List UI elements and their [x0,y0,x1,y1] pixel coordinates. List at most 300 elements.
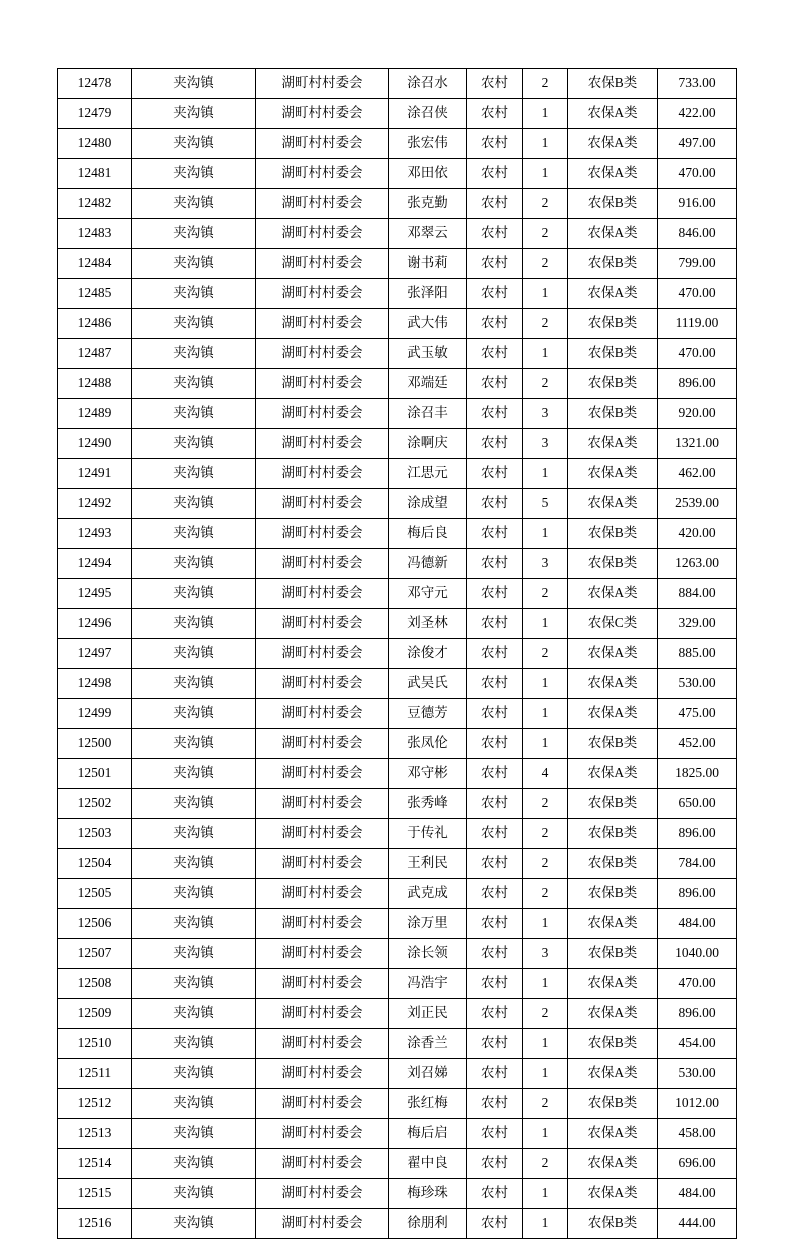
cell-village: 湖町村村委会 [256,249,389,279]
cell-village: 湖町村村委会 [256,879,389,909]
cell-name: 江思元 [389,459,467,489]
cell-category: 农保B类 [568,939,658,969]
cell-amount: 896.00 [658,369,737,399]
cell-id: 12510 [58,1029,132,1059]
cell-count: 1 [523,99,568,129]
cell-household_type: 农村 [467,309,523,339]
cell-household_type: 农村 [467,1089,523,1119]
cell-category: 农保B类 [568,1209,658,1239]
cell-town: 夹沟镇 [132,609,256,639]
cell-amount: 920.00 [658,399,737,429]
cell-count: 2 [523,1149,568,1179]
cell-amount: 896.00 [658,999,737,1029]
cell-name: 豆德芳 [389,699,467,729]
cell-category: 农保A类 [568,159,658,189]
cell-name: 涂召水 [389,69,467,99]
cell-amount: 896.00 [658,879,737,909]
cell-category: 农保A类 [568,999,658,1029]
cell-household_type: 农村 [467,279,523,309]
cell-amount: 484.00 [658,909,737,939]
cell-name: 涂长领 [389,939,467,969]
cell-village: 湖町村村委会 [256,969,389,999]
cell-amount: 1825.00 [658,759,737,789]
cell-count: 1 [523,1119,568,1149]
cell-id: 12505 [58,879,132,909]
cell-count: 2 [523,849,568,879]
cell-town: 夹沟镇 [132,369,256,399]
cell-household_type: 农村 [467,1179,523,1209]
table-row [58,489,737,519]
table-row [58,309,737,339]
cell-category: 农保B类 [568,369,658,399]
cell-name: 张泽阳 [389,279,467,309]
cell-name: 刘召娣 [389,1059,467,1089]
cell-name: 徐朋利 [389,1209,467,1239]
cell-name: 王利民 [389,849,467,879]
cell-village: 湖町村村委会 [256,129,389,159]
cell-household_type: 农村 [467,129,523,159]
table-row [58,69,737,99]
cell-village: 湖町村村委会 [256,1029,389,1059]
cell-id: 12508 [58,969,132,999]
cell-village: 湖町村村委会 [256,459,389,489]
cell-count: 4 [523,759,568,789]
cell-village: 湖町村村委会 [256,699,389,729]
cell-household_type: 农村 [467,939,523,969]
cell-category: 农保A类 [568,489,658,519]
cell-id: 12481 [58,159,132,189]
cell-household_type: 农村 [467,369,523,399]
cell-id: 12485 [58,279,132,309]
cell-amount: 458.00 [658,1119,737,1149]
cell-category: 农保B类 [568,519,658,549]
table-row [58,1089,737,1119]
cell-town: 夹沟镇 [132,819,256,849]
cell-village: 湖町村村委会 [256,1119,389,1149]
cell-count: 2 [523,639,568,669]
cell-category: 农保A类 [568,699,658,729]
cell-count: 5 [523,489,568,519]
cell-town: 夹沟镇 [132,519,256,549]
cell-id: 12482 [58,189,132,219]
cell-count: 1 [523,669,568,699]
cell-count: 1 [523,699,568,729]
cell-household_type: 农村 [467,789,523,819]
cell-village: 湖町村村委会 [256,669,389,699]
cell-count: 2 [523,219,568,249]
cell-amount: 884.00 [658,579,737,609]
cell-household_type: 农村 [467,489,523,519]
cell-household_type: 农村 [467,699,523,729]
cell-id: 12507 [58,939,132,969]
table-row [58,1149,737,1179]
cell-household_type: 农村 [467,999,523,1029]
cell-town: 夹沟镇 [132,309,256,339]
cell-village: 湖町村村委会 [256,489,389,519]
cell-amount: 422.00 [658,99,737,129]
cell-category: 农保A类 [568,969,658,999]
cell-town: 夹沟镇 [132,699,256,729]
cell-household_type: 农村 [467,669,523,699]
cell-village: 湖町村村委会 [256,579,389,609]
cell-amount: 462.00 [658,459,737,489]
cell-town: 夹沟镇 [132,249,256,279]
cell-household_type: 农村 [467,909,523,939]
table-row [58,519,737,549]
cell-count: 1 [523,609,568,639]
cell-id: 12512 [58,1089,132,1119]
cell-count: 1 [523,909,568,939]
table-row [58,729,737,759]
table-row [58,639,737,669]
cell-town: 夹沟镇 [132,759,256,789]
cell-id: 12494 [58,549,132,579]
cell-name: 邓端廷 [389,369,467,399]
cell-amount: 470.00 [658,339,737,369]
cell-name: 张宏伟 [389,129,467,159]
cell-household_type: 农村 [467,549,523,579]
cell-category: 农保C类 [568,609,658,639]
cell-town: 夹沟镇 [132,129,256,159]
cell-name: 梅后良 [389,519,467,549]
cell-name: 武大伟 [389,309,467,339]
cell-village: 湖町村村委会 [256,99,389,129]
cell-name: 刘正民 [389,999,467,1029]
cell-id: 12492 [58,489,132,519]
cell-village: 湖町村村委会 [256,639,389,669]
cell-town: 夹沟镇 [132,1209,256,1239]
cell-town: 夹沟镇 [132,789,256,819]
cell-village: 湖町村村委会 [256,759,389,789]
cell-amount: 484.00 [658,1179,737,1209]
cell-amount: 452.00 [658,729,737,759]
cell-village: 湖町村村委会 [256,1059,389,1089]
cell-town: 夹沟镇 [132,1089,256,1119]
cell-id: 12514 [58,1149,132,1179]
cell-village: 湖町村村委会 [256,609,389,639]
cell-name: 武克成 [389,879,467,909]
cell-village: 湖町村村委会 [256,1149,389,1179]
cell-household_type: 农村 [467,759,523,789]
table-row [58,339,737,369]
cell-town: 夹沟镇 [132,969,256,999]
cell-household_type: 农村 [467,429,523,459]
cell-category: 农保A类 [568,1149,658,1179]
cell-village: 湖町村村委会 [256,819,389,849]
cell-household_type: 农村 [467,99,523,129]
table-row [58,369,737,399]
cell-amount: 444.00 [658,1209,737,1239]
cell-household_type: 农村 [467,1209,523,1239]
cell-household_type: 农村 [467,849,523,879]
table-row [58,849,737,879]
cell-id: 12504 [58,849,132,879]
cell-household_type: 农村 [467,249,523,279]
cell-count: 2 [523,1089,568,1119]
cell-town: 夹沟镇 [132,459,256,489]
cell-category: 农保B类 [568,849,658,879]
cell-household_type: 农村 [467,519,523,549]
cell-category: 农保B类 [568,1029,658,1059]
cell-id: 12511 [58,1059,132,1089]
cell-village: 湖町村村委会 [256,939,389,969]
table-row [58,99,737,129]
cell-category: 农保A类 [568,459,658,489]
cell-id: 12513 [58,1119,132,1149]
cell-town: 夹沟镇 [132,429,256,459]
cell-id: 12493 [58,519,132,549]
cell-category: 农保B类 [568,399,658,429]
cell-id: 12480 [58,129,132,159]
cell-category: 农保B类 [568,729,658,759]
cell-village: 湖町村村委会 [256,69,389,99]
cell-category: 农保A类 [568,129,658,159]
table-row [58,429,737,459]
cell-household_type: 农村 [467,639,523,669]
table-row [58,969,737,999]
cell-amount: 475.00 [658,699,737,729]
cell-name: 涂啊庆 [389,429,467,459]
cell-count: 1 [523,729,568,759]
cell-count: 1 [523,159,568,189]
cell-amount: 470.00 [658,969,737,999]
cell-village: 湖町村村委会 [256,369,389,399]
cell-amount: 896.00 [658,819,737,849]
cell-village: 湖町村村委会 [256,189,389,219]
cell-id: 12499 [58,699,132,729]
cell-name: 涂成望 [389,489,467,519]
cell-amount: 784.00 [658,849,737,879]
cell-count: 1 [523,519,568,549]
cell-id: 12515 [58,1179,132,1209]
table-row [58,789,737,819]
cell-id: 12509 [58,999,132,1029]
table-row [58,1179,737,1209]
cell-household_type: 农村 [467,219,523,249]
cell-category: 农保A类 [568,1059,658,1089]
cell-village: 湖町村村委会 [256,909,389,939]
cell-name: 张克勤 [389,189,467,219]
cell-amount: 650.00 [658,789,737,819]
cell-count: 1 [523,1029,568,1059]
cell-category: 农保B类 [568,789,658,819]
cell-count: 1 [523,459,568,489]
cell-town: 夹沟镇 [132,99,256,129]
cell-household_type: 农村 [467,1059,523,1089]
cell-id: 12478 [58,69,132,99]
cell-household_type: 农村 [467,399,523,429]
cell-name: 翟中良 [389,1149,467,1179]
cell-id: 12491 [58,459,132,489]
cell-count: 2 [523,309,568,339]
cell-id: 12502 [58,789,132,819]
cell-household_type: 农村 [467,579,523,609]
cell-count: 2 [523,579,568,609]
cell-town: 夹沟镇 [132,669,256,699]
cell-id: 12484 [58,249,132,279]
cell-amount: 470.00 [658,279,737,309]
cell-id: 12489 [58,399,132,429]
cell-id: 12483 [58,219,132,249]
cell-category: 农保A类 [568,1179,658,1209]
cell-id: 12479 [58,99,132,129]
cell-amount: 1263.00 [658,549,737,579]
cell-category: 农保B类 [568,1089,658,1119]
cell-count: 3 [523,939,568,969]
cell-village: 湖町村村委会 [256,219,389,249]
cell-count: 2 [523,69,568,99]
cell-count: 1 [523,969,568,999]
table-row [58,1209,737,1239]
cell-amount: 885.00 [658,639,737,669]
cell-name: 梅珍珠 [389,1179,467,1209]
cell-village: 湖町村村委会 [256,279,389,309]
cell-category: 农保B类 [568,819,658,849]
cell-town: 夹沟镇 [132,1149,256,1179]
cell-town: 夹沟镇 [132,279,256,309]
cell-category: 农保A类 [568,669,658,699]
cell-category: 农保A类 [568,429,658,459]
cell-name: 邓翠云 [389,219,467,249]
cell-town: 夹沟镇 [132,939,256,969]
cell-id: 12487 [58,339,132,369]
cell-amount: 454.00 [658,1029,737,1059]
table-row [58,189,737,219]
cell-household_type: 农村 [467,159,523,189]
cell-count: 2 [523,189,568,219]
cell-household_type: 农村 [467,879,523,909]
cell-count: 2 [523,369,568,399]
cell-village: 湖町村村委会 [256,729,389,759]
cell-name: 刘圣林 [389,609,467,639]
cell-count: 1 [523,129,568,159]
table-row [58,879,737,909]
cell-town: 夹沟镇 [132,879,256,909]
cell-category: 农保A类 [568,759,658,789]
cell-amount: 420.00 [658,519,737,549]
cell-village: 湖町村村委会 [256,1179,389,1209]
cell-count: 2 [523,999,568,1029]
cell-id: 12496 [58,609,132,639]
cell-amount: 1321.00 [658,429,737,459]
cell-town: 夹沟镇 [132,1059,256,1089]
cell-village: 湖町村村委会 [256,429,389,459]
cell-village: 湖町村村委会 [256,339,389,369]
cell-household_type: 农村 [467,969,523,999]
cell-household_type: 农村 [467,189,523,219]
cell-amount: 846.00 [658,219,737,249]
cell-name: 冯浩宇 [389,969,467,999]
cell-id: 12501 [58,759,132,789]
cell-category: 农保B类 [568,249,658,279]
cell-category: 农保A类 [568,99,658,129]
cell-amount: 1119.00 [658,309,737,339]
cell-category: 农保A类 [568,909,658,939]
cell-name: 张红梅 [389,1089,467,1119]
cell-amount: 696.00 [658,1149,737,1179]
table-row [58,669,737,699]
cell-category: 农保A类 [568,579,658,609]
cell-town: 夹沟镇 [132,999,256,1029]
cell-id: 12516 [58,1209,132,1239]
cell-name: 武吴氏 [389,669,467,699]
table-row [58,399,737,429]
table-row [58,699,737,729]
cell-count: 2 [523,249,568,279]
table-row [58,909,737,939]
cell-village: 湖町村村委会 [256,789,389,819]
cell-town: 夹沟镇 [132,489,256,519]
cell-village: 湖町村村委会 [256,549,389,579]
cell-count: 1 [523,1209,568,1239]
cell-household_type: 农村 [467,69,523,99]
table-row [58,939,737,969]
cell-town: 夹沟镇 [132,219,256,249]
cell-amount: 916.00 [658,189,737,219]
cell-id: 12506 [58,909,132,939]
cell-town: 夹沟镇 [132,909,256,939]
table-row [58,249,737,279]
table-row [58,129,737,159]
cell-town: 夹沟镇 [132,1119,256,1149]
table-row [58,549,737,579]
cell-category: 农保A类 [568,279,658,309]
cell-village: 湖町村村委会 [256,159,389,189]
cell-household_type: 农村 [467,609,523,639]
table-row [58,1029,737,1059]
cell-town: 夹沟镇 [132,399,256,429]
cell-amount: 497.00 [658,129,737,159]
cell-town: 夹沟镇 [132,549,256,579]
cell-amount: 1040.00 [658,939,737,969]
cell-village: 湖町村村委会 [256,849,389,879]
cell-name: 涂万里 [389,909,467,939]
cell-id: 12497 [58,639,132,669]
table-row [58,819,737,849]
cell-town: 夹沟镇 [132,849,256,879]
table-row [58,1059,737,1089]
cell-count: 3 [523,399,568,429]
cell-household_type: 农村 [467,1029,523,1059]
cell-name: 梅后启 [389,1119,467,1149]
cell-household_type: 农村 [467,1149,523,1179]
cell-household_type: 农村 [467,729,523,759]
cell-id: 12486 [58,309,132,339]
cell-household_type: 农村 [467,339,523,369]
cell-village: 湖町村村委会 [256,1209,389,1239]
cell-amount: 530.00 [658,1059,737,1089]
cell-count: 2 [523,789,568,819]
cell-town: 夹沟镇 [132,639,256,669]
cell-name: 武玉敏 [389,339,467,369]
cell-amount: 530.00 [658,669,737,699]
cell-name: 张凤伦 [389,729,467,759]
cell-count: 1 [523,339,568,369]
cell-category: 农保A类 [568,1119,658,1149]
cell-village: 湖町村村委会 [256,399,389,429]
cell-id: 12503 [58,819,132,849]
cell-household_type: 农村 [467,459,523,489]
cell-count: 2 [523,879,568,909]
cell-count: 1 [523,1059,568,1089]
cell-count: 1 [523,279,568,309]
cell-count: 2 [523,819,568,849]
cell-village: 湖町村村委会 [256,519,389,549]
cell-name: 邓守元 [389,579,467,609]
cell-village: 湖町村村委会 [256,1089,389,1119]
cell-category: 农保B类 [568,309,658,339]
cell-household_type: 农村 [467,1119,523,1149]
